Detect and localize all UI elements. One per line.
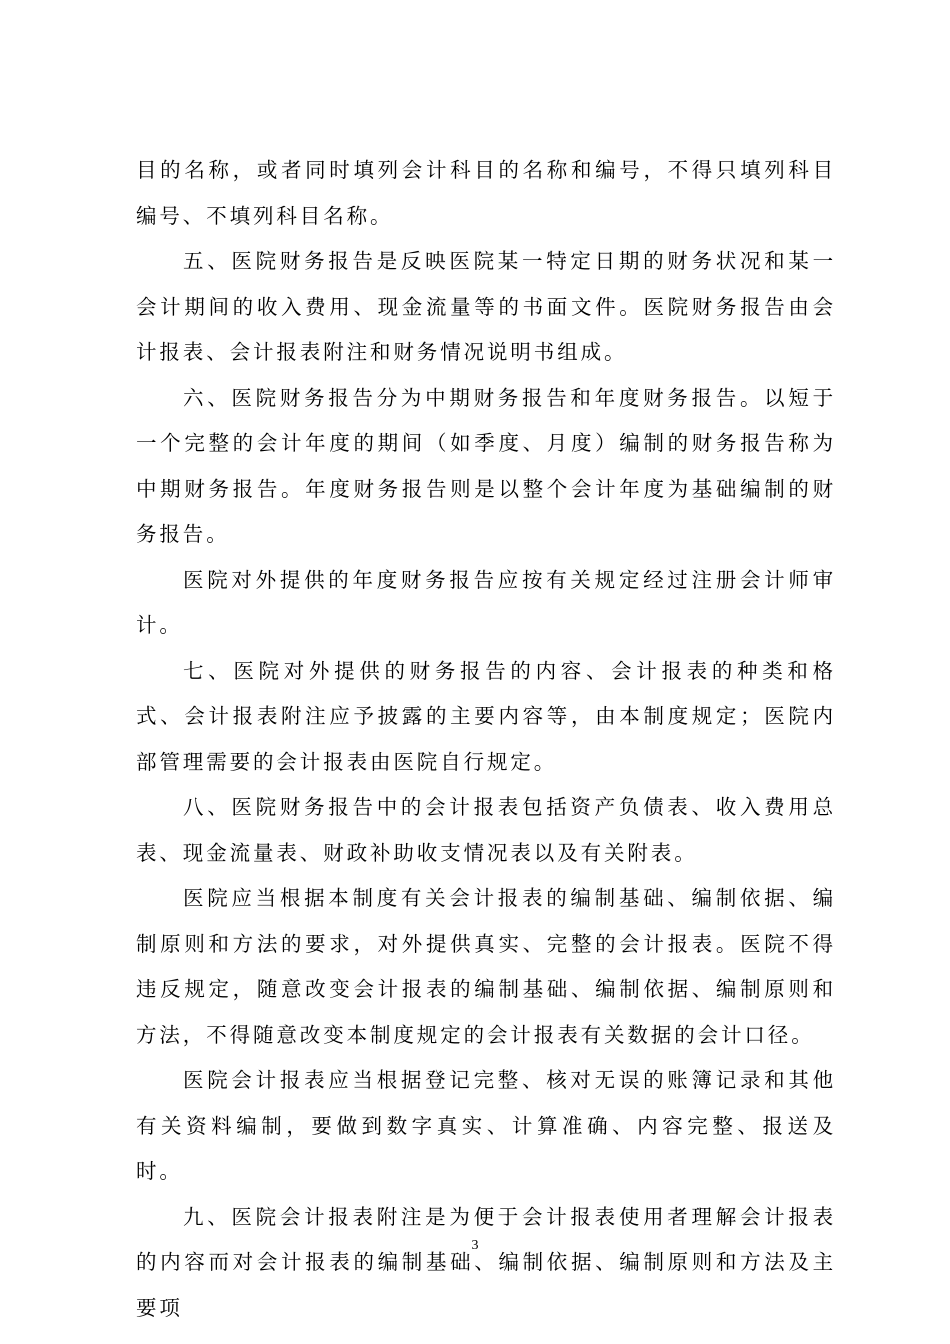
page-body: [136, 148, 836, 1331]
paragraph-7: 医院应当根据本制度有关会计报表的编制基础、编制依据、编制原则和方法的要求，对外提供真实、完整的会计报表。医院不得违反规定，随意改变会计报表的编制基础、编制依据、编制原则和方法，不得随意改变本制度规定的会计报表有关数据的会计口径。: [136, 886, 836, 1047]
paragraph-8: 医院会计报表应当根据登记完整、核对无误的账簿记录和其他有关资料编制，要做到数字真实、计算准确、内容完整、报送及时。: [136, 1068, 836, 1183]
paragraph-2: 五、医院财务报告是反映医院某一特定日期的财务状况和某一会计期间的收入费用、现金流量等的书面文件。医院财务报告由会计报表、会计报表附注和财务情况说明书组成。: [136, 249, 836, 364]
paragraph-5: 七、医院对外提供的财务报告的内容、会计报表的种类和格式、会计报表附注应予披露的主要内容等，由本制度规定；医院内部管理需要的会计报表由医院自行规定。: [136, 658, 836, 774]
page-number: 3: [471, 1238, 479, 1253]
paragraph-4: 医院对外提供的年度财务报告应按有关规定经过注册会计师审计。: [136, 567, 836, 637]
paragraph-6: 八、医院财务报告中的会计报表包括资产负债表、收入费用总表、现金流量表、财政补助收支情况表以及有关附表。: [136, 795, 836, 865]
paragraph-9: 九、医院会计报表附注是为便于会计报表使用者理解会计报表的内容而对会计报表的编制基础、编制依据、编制原则和方法及主要项: [136, 1204, 836, 1320]
paragraph-1: 目的名称，或者同时填列会计科目的名称和编号，不得只填列科目编号、不填列科目名称。: [136, 158, 836, 228]
paragraph-3: 六、医院财务报告分为中期财务报告和年度财务报告。以短于一个完整的会计年度的期间（如季度、月度）编制的财务报告称为中期财务报告。年度财务报告则是以整个会计年度为基础编制的财务报告。: [136, 385, 836, 546]
